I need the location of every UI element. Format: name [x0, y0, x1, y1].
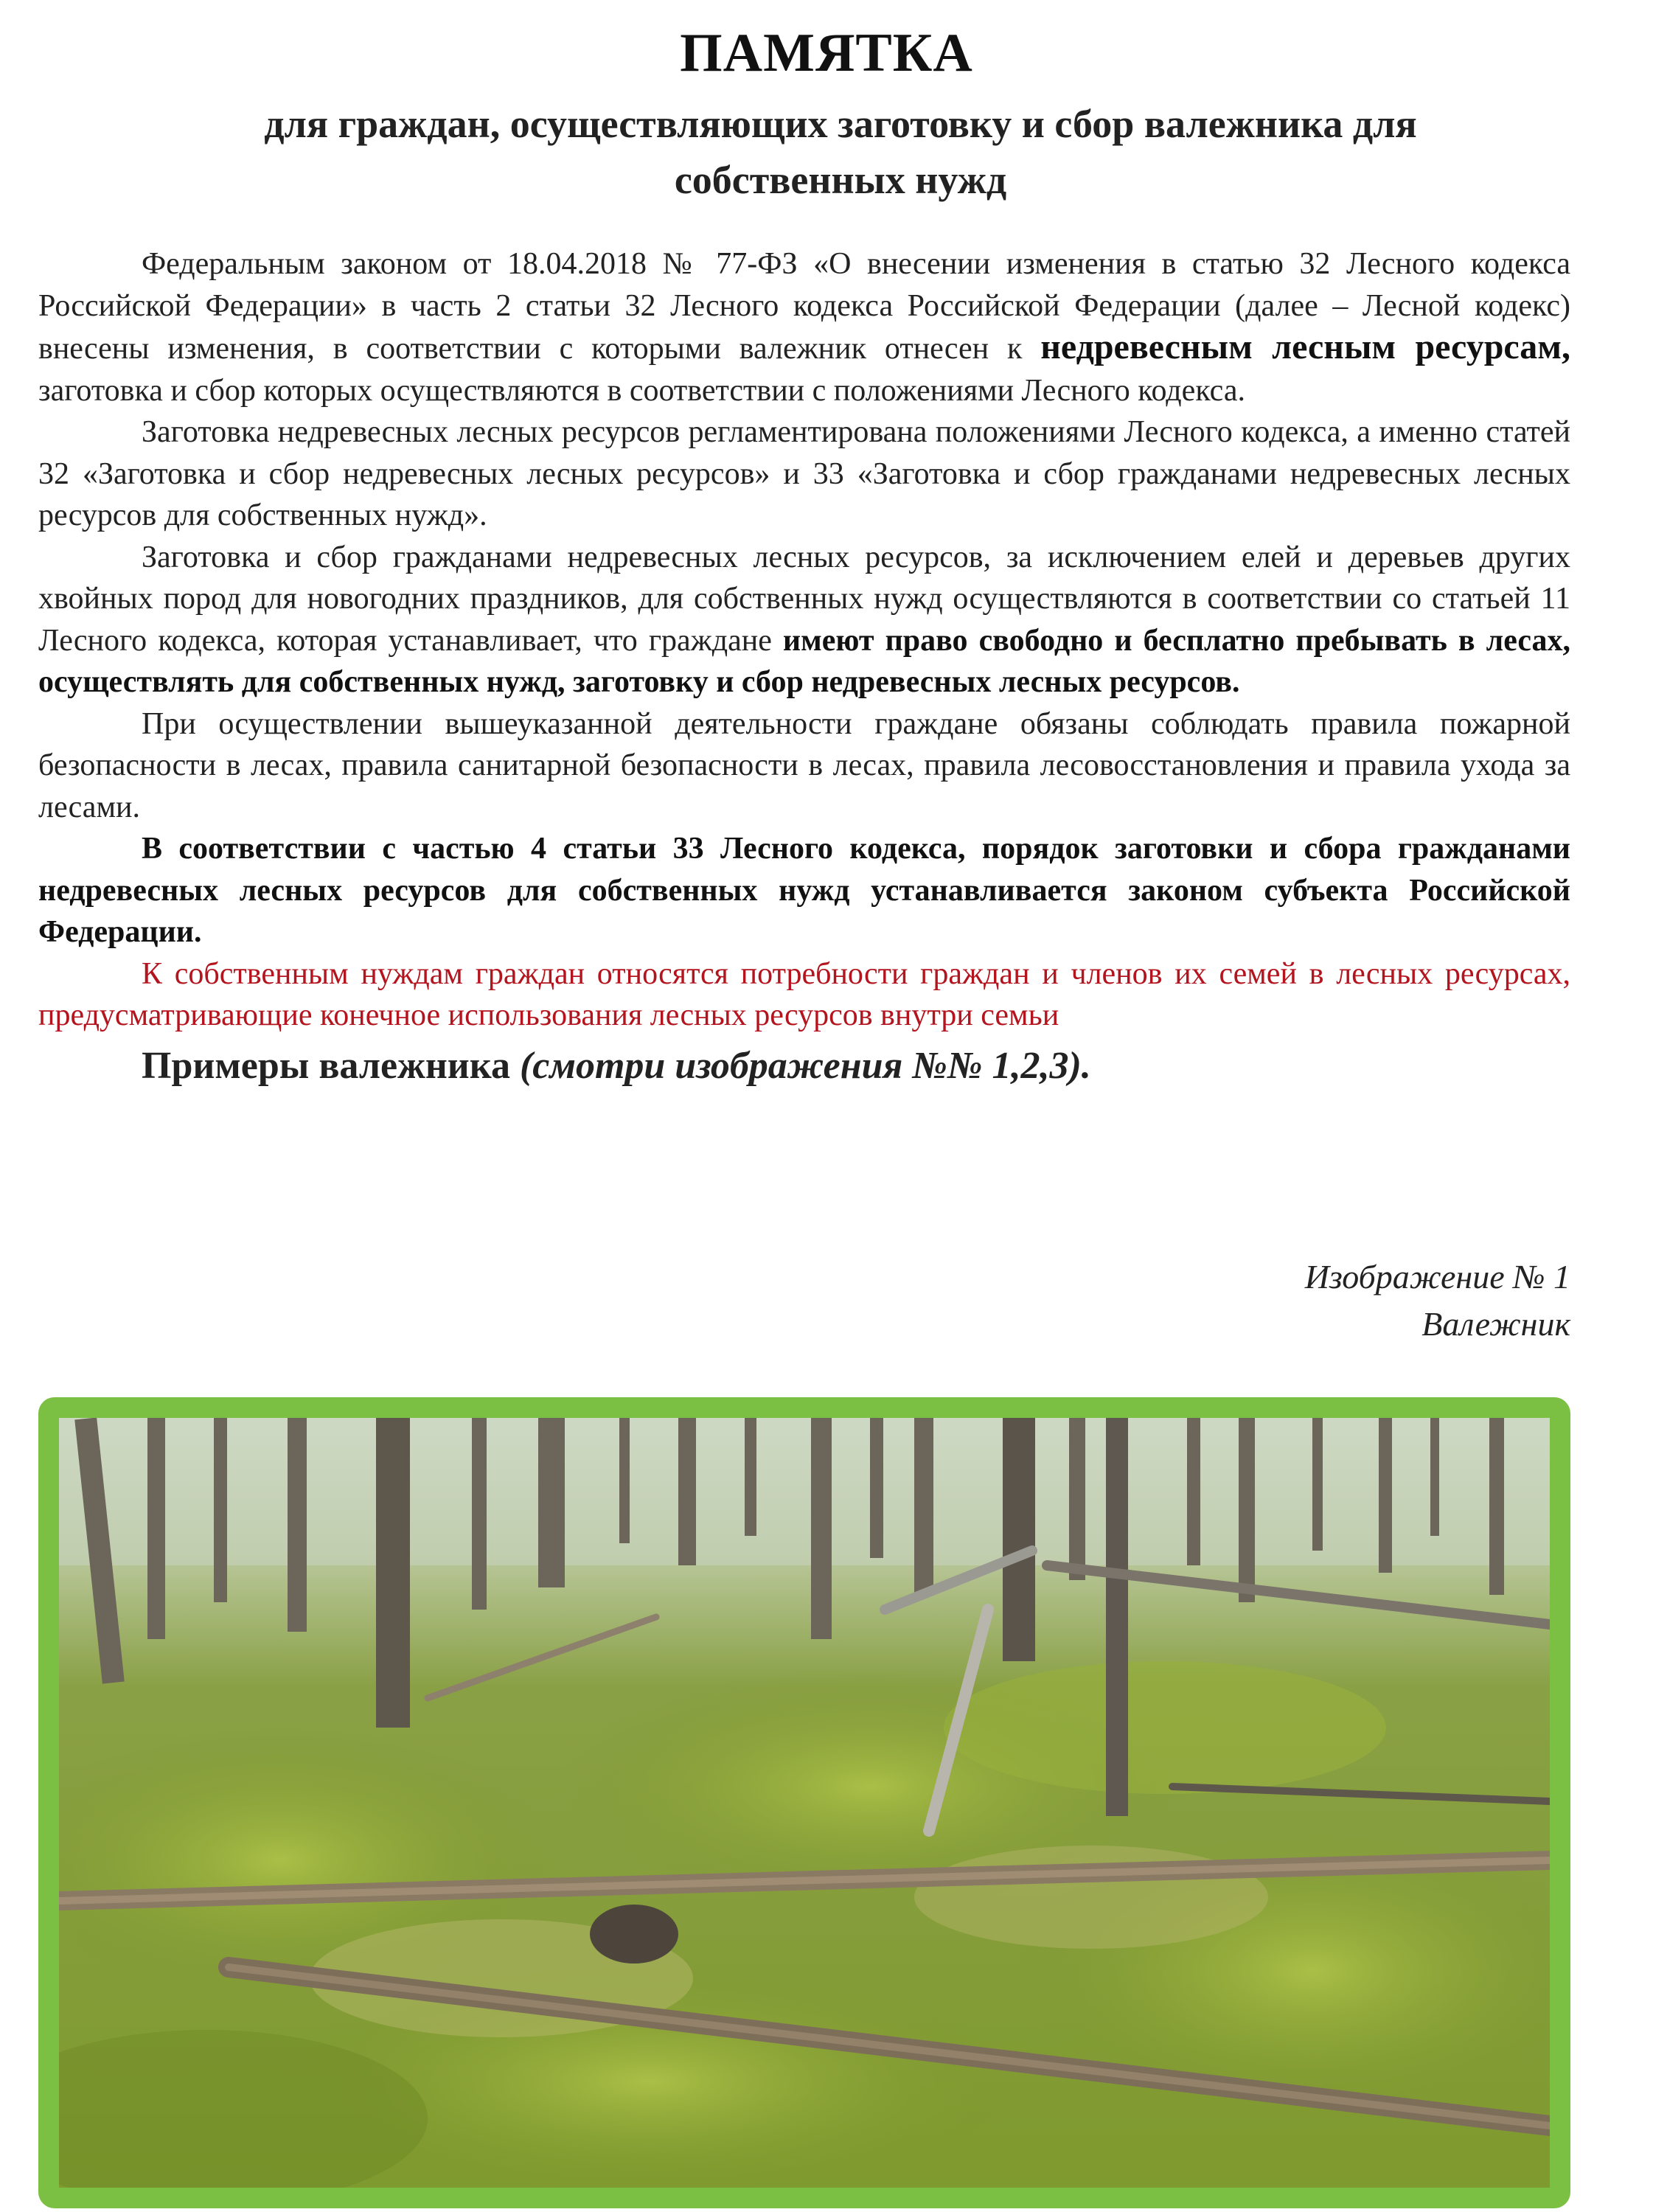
paragraph-3-text: Заготовка и сбор гражданами недревесных лесных ресурсов, за исключением елей и деревьев других хвойных пород для новогодних праздников, для собственных нужд осуществляются в соответствии со статьей 11 Лесного кодекса, которая устанавливает, что граждане — [38, 540, 1570, 658]
paragraph-5 — [38, 828, 1570, 953]
tree-stump — [590, 1905, 678, 1964]
document-title: ПАМЯТКА — [680, 23, 973, 83]
deadwood-photo-frame — [38, 1397, 1570, 2208]
paragraph-4: При осуществлении вышеуказанной деятельности граждане обязаны соблюдать правила пожарной безопасности в лесах, правила санитарной безопасности в лесах, правила лесовосстановления и правила ухода за лесами. — [38, 706, 1570, 824]
paragraph-3 — [38, 537, 1570, 703]
paragraph-1-text-b: заготовка и сбор которых осуществляются в соответствии с положениями Лесного кодекса. — [38, 373, 1245, 408]
paragraph-1-text-a: Федеральным законом от 18.04.2018 № 77-ФЗ «О внесении изменения в статью 32 Лесного кодекса Российской Федерации» в часть 2 статьи 32 Лесного кодекса Российской Федерации (далее – Лесной кодекс) внесены изменения, в соответствии с которыми валежник отнесен к — [38, 247, 1570, 366]
examples-heading-text: Примеры валежника — [142, 1044, 520, 1087]
examples-heading-italic: (смотри изображения №№ 1,2,3). — [519, 1044, 1091, 1087]
subtitle-line-2: собственных нужд — [674, 158, 1007, 202]
examples-heading — [38, 1037, 1570, 1096]
document-subtitle — [111, 96, 1570, 208]
paragraph-1-bold: недревесным лесным ресурсам, — [1040, 327, 1571, 366]
caption-number: Изображение № 1 — [1304, 1258, 1570, 1295]
paragraph-6-red: К собственным нуждам граждан относятся потребности граждан и членов их семей в лесных ресурсах, предусматривающие конечное использования лесных ресурсов внутри семьи — [38, 956, 1570, 1032]
image-caption — [1305, 1253, 1570, 1348]
document-body — [38, 243, 1570, 1096]
paragraph-2: Заготовка недревесных лесных ресурсов регламентирована положениями Лесного кодекса, а именно статей 32 «Заготовка и сбор недревесных лесных ресурсов» и 33 «Заготовка и сбор гражданами недревесных лесных ресурсов для собственных нужд». — [38, 415, 1570, 532]
paragraph-1 — [38, 243, 1570, 411]
paragraph-3-bold: имеют право свободно и бесплатно пребывать в лесах, осуществлять для собственных нужд, заготовку и сбор недревесных лесных ресурсов. — [38, 623, 1571, 699]
paragraph-5-bold: В соответствии с частью 4 статьи 33 Лесного кодекса, порядок заготовки и сбора гражданами недревесных лесных ресурсов для собственных нужд устанавливается законом субъекта Российской Федерации. — [38, 832, 1570, 949]
deadwood-photo — [59, 1418, 1550, 2188]
subtitle-line-1: для граждан, осуществляющих заготовку и сбор валежника для — [264, 102, 1417, 146]
caption-label: Валежник — [1421, 1305, 1570, 1343]
